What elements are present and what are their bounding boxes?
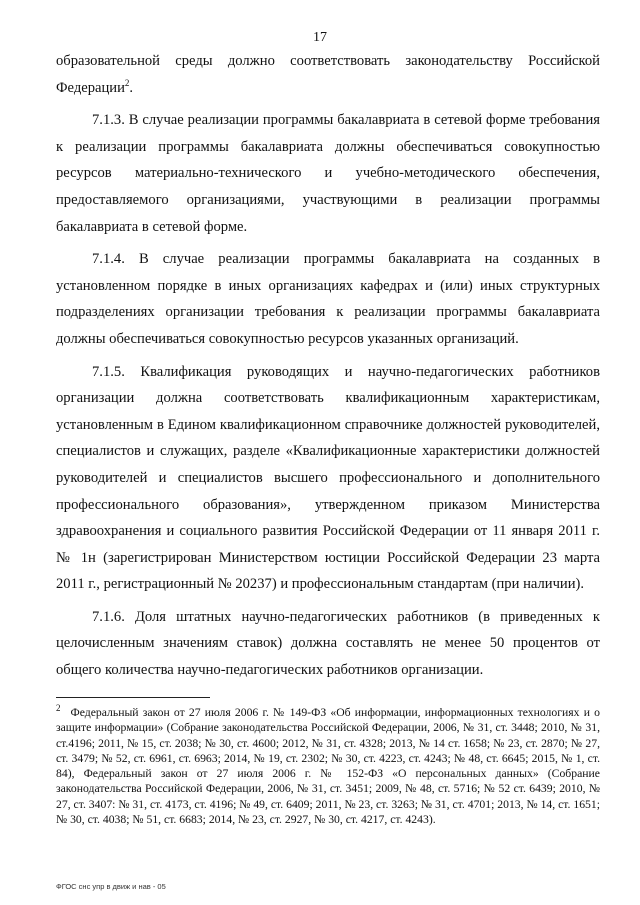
- footer-stamp: ФГОС снс упр в движ и нав - 05: [56, 882, 166, 891]
- paragraph-continuation: [56, 48, 600, 101]
- paragraph-7-1-3: 7.1.3. В случае реализации программы бакалавриата в сетевой форме требования к реализации программы бакалавриата должны обеспечиваться совокупностью ресурсов материально-технического и учебно-методического обеспечения, предоставляемого организациями, участвующими в реализации программы бакалавриата в сетевой форме.: [56, 112, 600, 235]
- footnote: [56, 705, 600, 827]
- footnote-text: Федеральный закон от 27 июля 2006 г. № 149-ФЗ «Об информации, информационных технологиях и о защите информации» (Собрание законодательства Российской Федерации, 2006, № 31, ст. 3448; 2010, № 31, ст.4196; 2011, № 15, ст. 2038; № 30, ст. 4600; 2012, № 31, ст. 4328; 2013, № 14 ст. 1658; № 23, ст. 2870; № 27, ст. 3479; № 52, ст. 6961, ст. 6963; 2014, № 19, ст. 2302; № 30, ст. 4223, ст. 4243; № 48, ст. 6645; 2015, № 1, ст. 84), Федеральный закон от 27 июля 2006 г. № 152-ФЗ «О персональных данных» (Собрание законодательства Российской Федерации, 2006, № 31, ст. 3451; 2009, № 48, ст. 5716; № 52 ст. 6439; 2010, № 27, ст. 3407: № 31, ст. 4173, ст. 4196; № 49, ст. 6409; 2011, № 23, ст. 3263; № 31, ст. 4701; 2013, № 14, ст. 1651; № 30, ст. 4038; № 51, ст. 6683; 2014, № 23, ст. 2927, № 30, ст. 4217, ст. 4243).: [56, 706, 600, 827]
- footnote-marker: 2: [56, 703, 61, 714]
- paragraph-7-1-5: 7.1.5. Квалификация руководящих и научно-педагогических работников организации должна соответствовать квалификационным характеристикам, установленным в Едином квалификационном справочнике должностей руководителей, специалистов и служащих, разделе «Квалификационные характеристики должностей руководителей и специалистов высшего профессионального и дополнительного профессионального образования», утвержденном приказом Министерства здравоохранения и социального развития Российской Федерации от 11 января 2011 г. № 1н (зарегистрирован Министерством юстиции Российской Федерации 23 марта 2011 г., регистрационный № 20237) и профессиональным стандартам (при наличии).: [56, 363, 600, 593]
- paragraph-end-punct: .: [129, 79, 134, 96]
- paragraph-text: образовательной среды должно соответствовать законодательству Российской Федерации: [56, 53, 600, 96]
- footnote-reference[interactable]: 2: [124, 77, 130, 88]
- page-number: 17: [313, 30, 327, 45]
- paragraph-7-1-4: 7.1.4. В случае реализации программы бакалавриата на созданных в установленном порядке в иных организациях кафедрах и (или) иных структурных подразделениях организации требования к реализации программы бакалавриата должны обеспечиваться совокупностью ресурсов указанных организаций.: [56, 251, 600, 347]
- paragraph-7-1-6: 7.1.6. Доля штатных научно-педагогических работников (в приведенных к целочисленным значениям ставок) должна составлять не менее 50 процентов от общего количества научно-педагогических работников организации.: [56, 608, 600, 679]
- body-text: [56, 48, 600, 690]
- footnote-separator: [56, 697, 210, 698]
